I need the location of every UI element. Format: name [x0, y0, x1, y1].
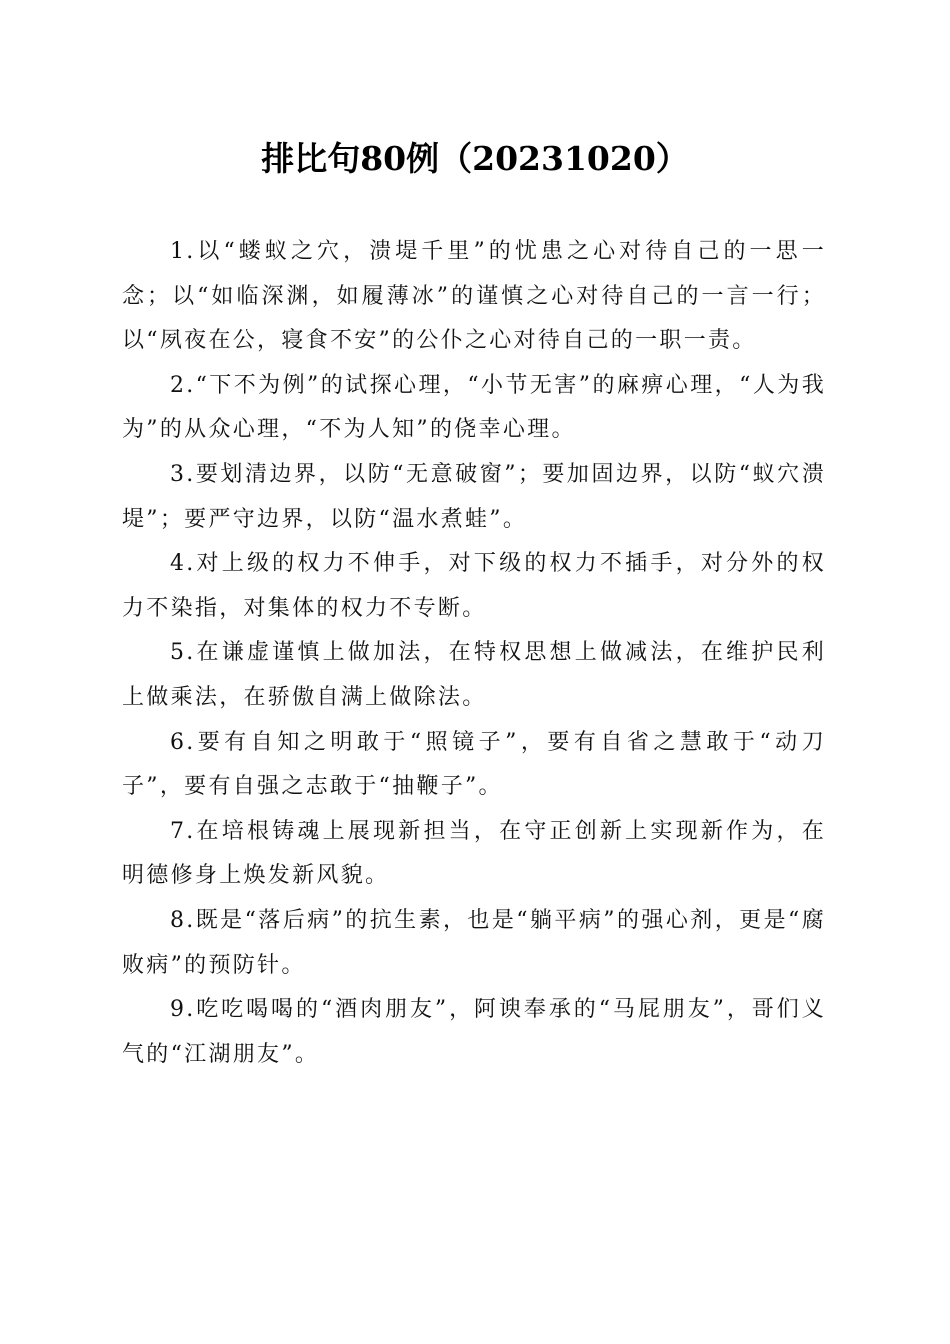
paragraph-3: 3.要划清边界，以防“无意破窗”；要加固边界，以防“蚁穴溃堤”；要严守边界，以防“温水煮蛙”。 [122, 461, 826, 532]
paragraph-4: 4.对上级的权力不伸手，对下级的权力不插手，对分外的权力不染指，对集体的权力不专断。 [122, 551, 826, 621]
paragraph-1: 1.以“蝼蚁之穴，溃堤千里”的忧患之心对待自己的一思一念；以“如临深渊，如履薄冰”的谨慎之心对待自己的一言一行；以“夙夜在公，寝食不安”的公仆之心对待自己的一职一责。 [122, 239, 826, 354]
paragraph-9: 9.吃吃喝喝的“酒肉朋友”，阿谀奉承的“马屁朋友”，哥们义气的“江湖朋友”。 [122, 997, 826, 1067]
paragraph-2: 2.“下不为例”的试探心理，“小节无害”的麻痹心理，“人为我为”的从众心理，“不为人知”的侥幸心理。 [122, 372, 826, 443]
paragraph-8: 8.既是“落后病”的抗生素，也是“躺平病”的强心剂，更是“腐败病”的预防针。 [122, 907, 826, 978]
document-title: 排比句80例（20231020） [261, 139, 689, 178]
paragraph-7: 7.在培根铸魂上展现新担当，在守正创新上实现新作为，在明德修身上焕发新风貌。 [122, 818, 826, 889]
paragraph-5: 5.在谦虚谨慎上做加法，在特权思想上做减法，在维护民利上做乘法，在骄傲自满上做除法。 [122, 640, 826, 710]
document-body [122, 230, 826, 1077]
paragraph-6: 6.要有自知之明敢于“照镜子”，要有自省之慧敢于“动刀子”，要有自强之志敢于“抽鞭子”。 [122, 729, 826, 800]
